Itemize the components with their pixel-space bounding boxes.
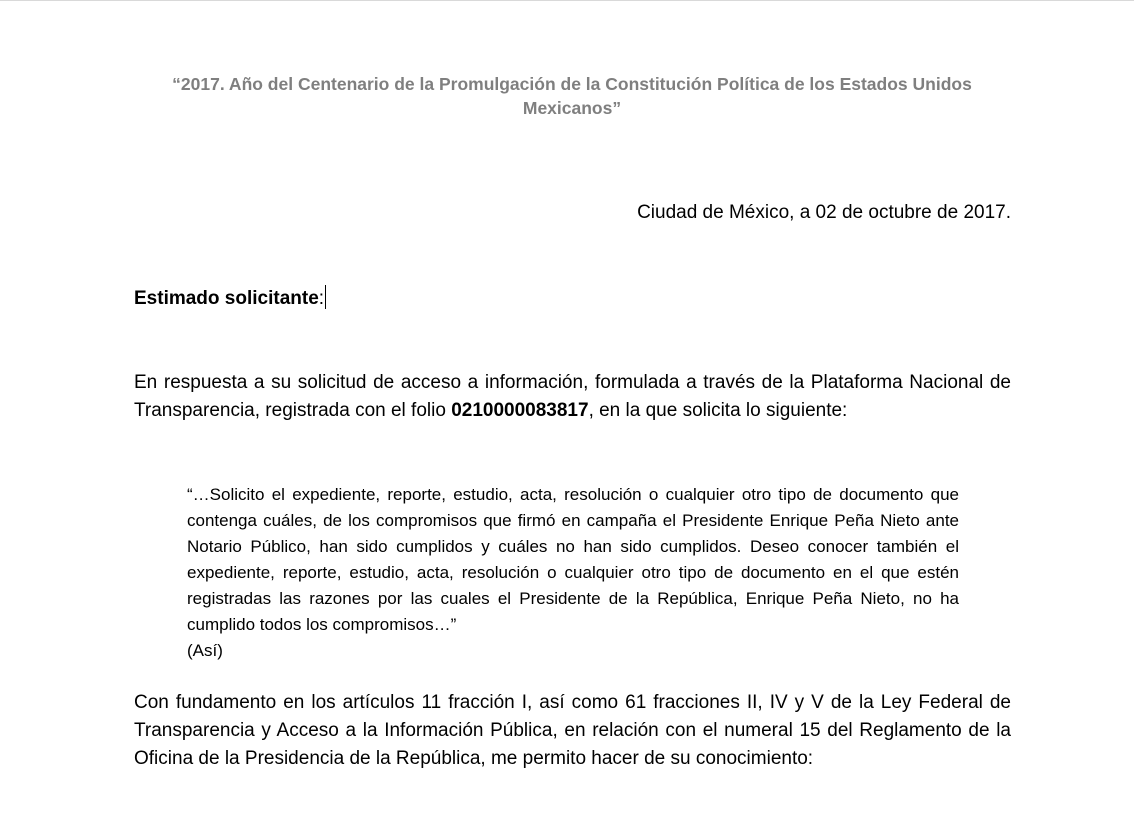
intro-text-after-folio: , en la que solicita lo siguiente: bbox=[588, 400, 848, 421]
quote-text: “…Solicito el expediente, reporte, estudio, acta, resolución o cualquier otro tipo de documento que contenga cuáles, de los compromisos que firmó en campaña el Presidente Enrique Peña Nieto ante Notario Público, han sido cumplidos y cuáles no han sido cumplidos. Deseo conocer también el expediente, reporte, estudio, acta, resolución o cualquier otro tipo de documento en el que estén registradas las razones por las cuales el Presidente de la República, Enrique Peña Nieto, no ha cumplido todos los compromisos…” bbox=[187, 485, 959, 634]
legal-basis-paragraph: Con fundamento en los artículos 11 fracción I, así como 61 fracciones II, IV y V de la Ley Federal de Transparencia y Acceso a la Información Pública, en relación con el numeral 15 del Reglamento de la Oficina de la Presidencia de la República, me permito hacer de su conocimiento: bbox=[134, 692, 1011, 769]
salutation[interactable] bbox=[134, 285, 1011, 312]
date-line: Ciudad de México, a 02 de octubre de 2017. bbox=[637, 202, 1011, 223]
header-motto: “2017. Año del Centenario de la Promulgación de la Constitución Política de los Estados Unidos Mexicanos” bbox=[172, 74, 972, 118]
intro-paragraph bbox=[134, 369, 1011, 425]
folio-number: 0210000083817 bbox=[451, 400, 589, 421]
quote-note: (Así) bbox=[187, 641, 223, 660]
salutation-colon: : bbox=[318, 288, 325, 309]
intro-text-before-folio: En respuesta a su solicitud de acceso a información, formulada a través de la Plataforma Nacional de Transparencia, registrada con el folio bbox=[134, 372, 1011, 421]
text-cursor bbox=[325, 285, 326, 309]
salutation-text: Estimado solicitante bbox=[134, 288, 319, 309]
request-quote bbox=[187, 482, 959, 664]
